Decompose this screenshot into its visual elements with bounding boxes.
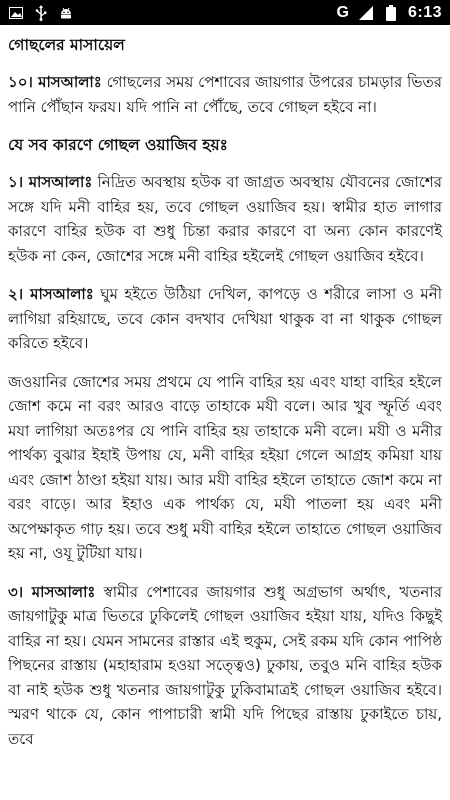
masala-label: ৩। মাসআলাঃ <box>8 582 96 601</box>
article-title: গোছলের মাসায়েল <box>8 36 125 54</box>
clock: 6:13 <box>407 3 442 21</box>
paragraph-text: গোছলের সময় পেশাবের জায়গার উপরের চামড়ার ভিতর পানি পৌঁছান ফরয। যদি পানি না পৌঁছে, তবে গোছল হইবে না। <box>8 73 443 116</box>
article-content <box>0 25 450 800</box>
section-title: যে সব কারণে গোছল ওয়াজিব হয়ঃ <box>8 136 228 154</box>
masala-label: ১। মাসআলাঃ <box>8 173 93 191</box>
image-icon <box>8 5 24 21</box>
battery-icon <box>383 5 399 21</box>
status-bar <box>0 0 450 25</box>
paragraph-masala-10 <box>8 70 442 119</box>
paragraph-text: জওয়ানির জোশের সময় প্রথমে যে পানি বাহির হয় এবং যাহা বাহির হইলে জোশ কমে না বরং আরও বাড়ে তাহাকে মযী বলে। আর খুব স্ফূর্তি এবং মযা লাগিয়া অতঃপর যে পানি বাহির হয় তাহাকে মনী বলে। মযী ও মনীর পার্থক্য বুঝার ইহাই উপায় যে, মনী বাহির হইয়া গেলে আগ্রহ কমিয়া যায় এবং জোশ ঠাণ্ডা হইয়া যায়। আর মযী বাহির হইলে তাহাতে জোশ কমে না বরং বাড়ে। আর ইহাও এক পার্থক্য যে, মযী পাতলা হয় এবং মনী অপেক্ষাকৃত গাঢ় হয়। তবে শুধু মযী বাহির হইলে তাহাতে গোছল ওয়াজিব হয় না, ওযূ টুটিয়া যায়। <box>8 372 442 562</box>
masala-label: ১০। মাসআলাঃ <box>8 73 102 91</box>
masala-label: ২। মাসআলাঃ <box>8 285 94 303</box>
paragraph-masala-2 <box>8 282 442 356</box>
paragraph-text: নিদ্রিত অবস্থায় হউক বা জাগ্রত অবস্থায় যৌবনের জোশের সঙ্গে যদি মনী বাহির হয়, তবে গোছল ওয়াজিব হয়। স্বামীর হাত লাগার কারণে বাহির হউক বা শুধু চিন্তা করার কারণে বা অন্য কোন কারণেই হউক না কেন, জোশের সঙ্গে মনী বাহির হইলেই গোছল ওয়াজিব হইবে। <box>8 173 442 265</box>
paragraph-text: ঘুম হইতে উঠিয়া দেখিল, কাপড়ে ও শরীরে লাসা ও মনী লাগিয়া রহিয়াছে, তবে কোন বদখাব দেখিয়া থাকুক বা না থাকুক গোছল করিতে হইবে। <box>8 285 443 352</box>
status-bar-right <box>337 4 442 22</box>
paragraph-masala-1 <box>8 170 442 268</box>
status-bar-left <box>8 5 74 21</box>
paragraph-masala-3 <box>8 580 442 752</box>
signal-icon <box>358 5 374 21</box>
usb-icon <box>33 5 49 21</box>
paragraph-text: স্বামীর পেশাবের জায়গার শুধু অগ্রভাগ অর্থাৎ, খতনার জায়গাটুকু মাত্র ভিতরে ঢুকিলেই গোছল ওয়াজিব হইয়া যায়, যদিও কিছুই বাহির না হয়। যেমন সামনের রাস্তার এই হুকুম, সেই রকম যদি কোন পাপিষ্ঠ পিছনের রাস্তায় (মহাহারাম হওয়া সত্ত্বেও) ঢুকায়, তবুও মনি বাহির হউক বা নাই হউক শুধু খতনার জায়গাটুকু ঢুকিবামাত্রই গোছল ওয়াজিব হইবে। স্মরণ থাকে যে, কোন পাপাচারী স্বামী যদি পিছের রাস্তায় ঢুকাইতে চায়, তবে <box>8 582 442 748</box>
network-type: G <box>336 3 349 21</box>
android-debug-icon <box>58 5 74 21</box>
paragraph-mazi-mani <box>8 370 442 566</box>
